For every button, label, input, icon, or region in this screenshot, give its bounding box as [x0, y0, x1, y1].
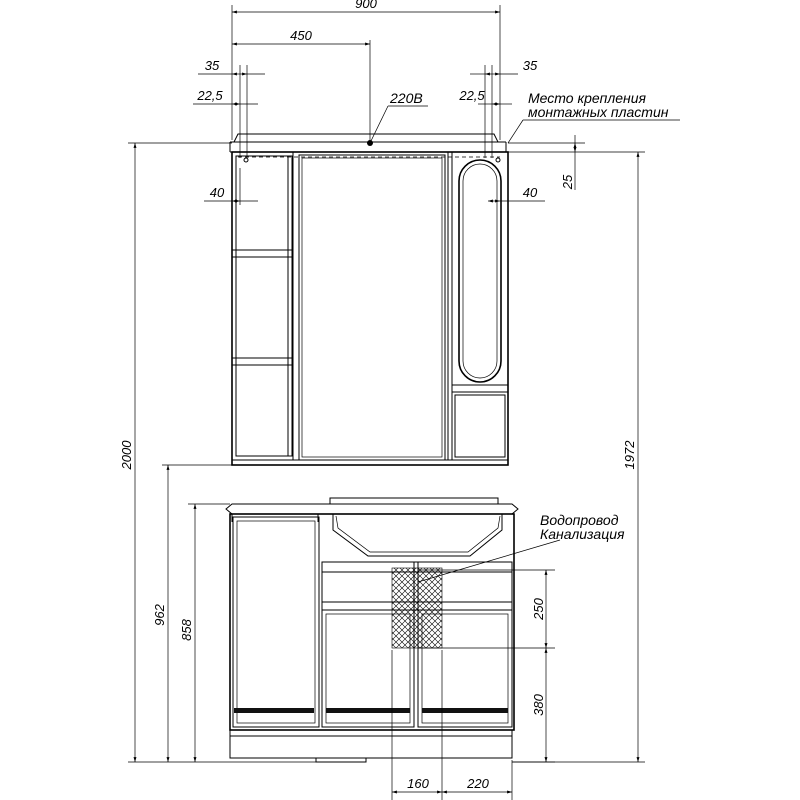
plumbing-note-line2: Канализация — [540, 526, 625, 542]
dim-shelf-left-40: 40 — [209, 185, 225, 200]
vanity — [226, 498, 625, 800]
dim-left-22-5: 22,5 — [197, 88, 223, 103]
dim-top-25: 25 — [560, 174, 575, 190]
power-socket-label: 220В — [390, 90, 423, 106]
mount-note-line2: монтажных пластин — [528, 104, 669, 120]
dim-plumbing-250: 250 — [531, 598, 546, 620]
mount-note-line1: Место крепления — [528, 90, 647, 106]
dim-vanity-body: 858 — [179, 619, 194, 641]
dim-mirror-top: 1972 — [622, 440, 637, 470]
dim-right-35: 35 — [522, 58, 538, 73]
dim-plumbing-380: 380 — [531, 694, 546, 716]
plumbing-note-line1: Водопровод — [540, 512, 619, 528]
vertical-dimensions — [119, 143, 645, 762]
dim-bottom-220: 220 — [467, 776, 489, 791]
dim-bottom-160: 160 — [407, 776, 429, 791]
mirror-cabinet — [204, 134, 645, 465]
dim-shelf-right-40: 40 — [522, 185, 538, 200]
dim-half-width: 450 — [290, 28, 312, 43]
dim-total-height: 2000 — [119, 440, 134, 470]
dim-total-width: 900 — [355, 0, 377, 11]
dim-right-22-5: 22,5 — [459, 88, 485, 103]
dim-left-35: 35 — [204, 58, 220, 73]
dim-vanity-total: 962 — [152, 604, 167, 626]
